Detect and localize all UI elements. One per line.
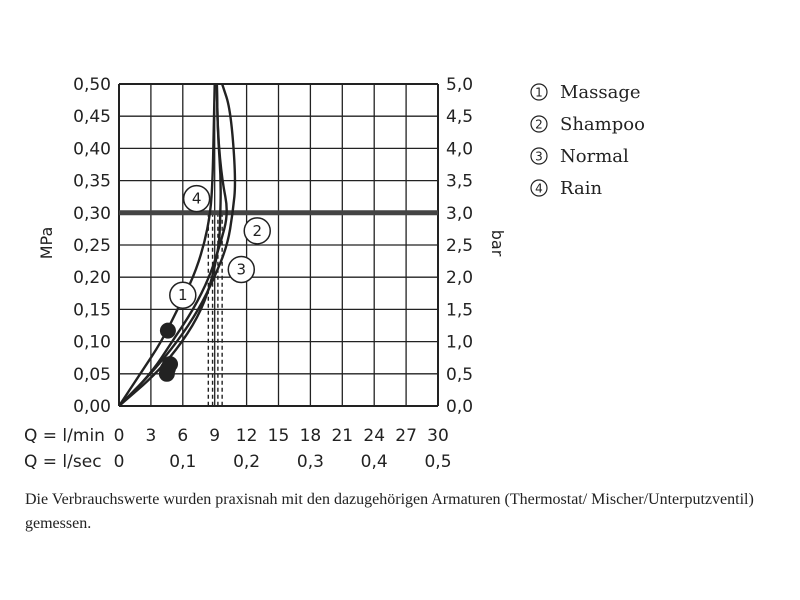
y-left-tick-label: 0,35 — [73, 171, 111, 192]
legend-entry-4: Rain — [560, 178, 603, 199]
x-lps-tick-label: 0,2 — [233, 452, 261, 472]
y-right-tick-label: 2,0 — [446, 268, 474, 289]
x-row-label-lpm: Q = l/min — [24, 426, 105, 446]
y-axis-left-label: MPa — [37, 226, 56, 260]
y-axis-right-label: bar — [488, 229, 507, 257]
x-lps-tick-label: 0,4 — [360, 452, 388, 472]
y-left-tick-label: 0,05 — [73, 364, 111, 385]
y-left-tick-label: 0,25 — [73, 236, 111, 256]
y-left-tick-label: 0,45 — [73, 107, 111, 128]
legend-entry-3: Normal — [560, 146, 629, 167]
y-right-tick-label: 4,0 — [446, 139, 474, 160]
x-lpm-tick-label: 6 — [177, 426, 189, 446]
caption: Die Verbrauchswerte wurden praxisnah mit den dazugehörigen Armaturen (Thermostat/ Mischer/Unterputzventil) gemessen. — [25, 491, 754, 532]
x-lpm-tick-label: 3 — [145, 426, 157, 446]
y-left-tick-label: 0,00 — [73, 397, 111, 417]
x-lps-tick-label: 0 — [113, 452, 125, 472]
y-right-tick-label: 0,0 — [446, 397, 474, 417]
x-lpm-tick-label: 24 — [363, 426, 386, 446]
series-marker-label-4: 4 — [191, 189, 202, 208]
x-row-label-lps: Q = l/sec — [24, 452, 102, 472]
x-lps-tick-label: 0,3 — [296, 452, 324, 472]
y-right-tick-label: 0,5 — [446, 364, 474, 385]
x-lps-tick-label: 0,1 — [169, 452, 197, 472]
x-lpm-tick-label: 15 — [267, 426, 290, 446]
x-lpm-tick-label: 27 — [395, 426, 417, 446]
legend — [531, 82, 645, 199]
x-lps-tick-label: 0,5 — [424, 452, 452, 472]
legend-marker-number-1: 1 — [535, 85, 543, 100]
y-right-tick-label: 1,5 — [446, 300, 474, 321]
y-right-tick-label: 1,0 — [446, 332, 474, 353]
series-marker-label-1: 1 — [178, 286, 188, 305]
y-left-tick-label: 0,30 — [73, 203, 111, 224]
series-marker-label-2: 2 — [252, 221, 263, 240]
x-lpm-tick-label: 12 — [235, 426, 258, 446]
x-lpm-tick-label: 0 — [113, 426, 125, 446]
operating-point-dot — [160, 323, 176, 339]
y-axis-left-ticks — [73, 75, 111, 417]
y-left-tick-label: 0,15 — [73, 300, 111, 321]
y-right-tick-label: 2,5 — [446, 236, 474, 256]
x-lpm-tick-label: 18 — [299, 426, 322, 446]
series-marker-label-3: 3 — [236, 260, 247, 279]
legend-marker-number-3: 3 — [535, 149, 543, 164]
legend-entry-2: Shampoo — [560, 114, 645, 135]
x-lpm-tick-label: 9 — [209, 426, 221, 446]
y-axis-right-ticks — [446, 75, 473, 417]
y-right-tick-label: 3,0 — [446, 203, 474, 224]
y-right-tick-label: 4,5 — [446, 107, 474, 128]
y-left-tick-label: 0,50 — [73, 75, 111, 95]
x-lpm-tick-label: 21 — [331, 426, 354, 446]
y-right-tick-label: 5,0 — [446, 75, 474, 95]
legend-marker-number-4: 4 — [535, 181, 543, 196]
x-axis-rows — [24, 426, 452, 472]
y-left-tick-label: 0,40 — [73, 139, 111, 160]
legend-marker-number-2: 2 — [535, 117, 543, 132]
y-left-tick-label: 0,10 — [73, 332, 111, 353]
operating-point-dot — [159, 366, 175, 382]
y-right-tick-label: 3,5 — [446, 171, 474, 192]
x-lpm-tick-label: 30 — [427, 426, 449, 446]
legend-entry-1: Massage — [560, 82, 641, 103]
y-left-tick-label: 0,20 — [73, 268, 111, 289]
